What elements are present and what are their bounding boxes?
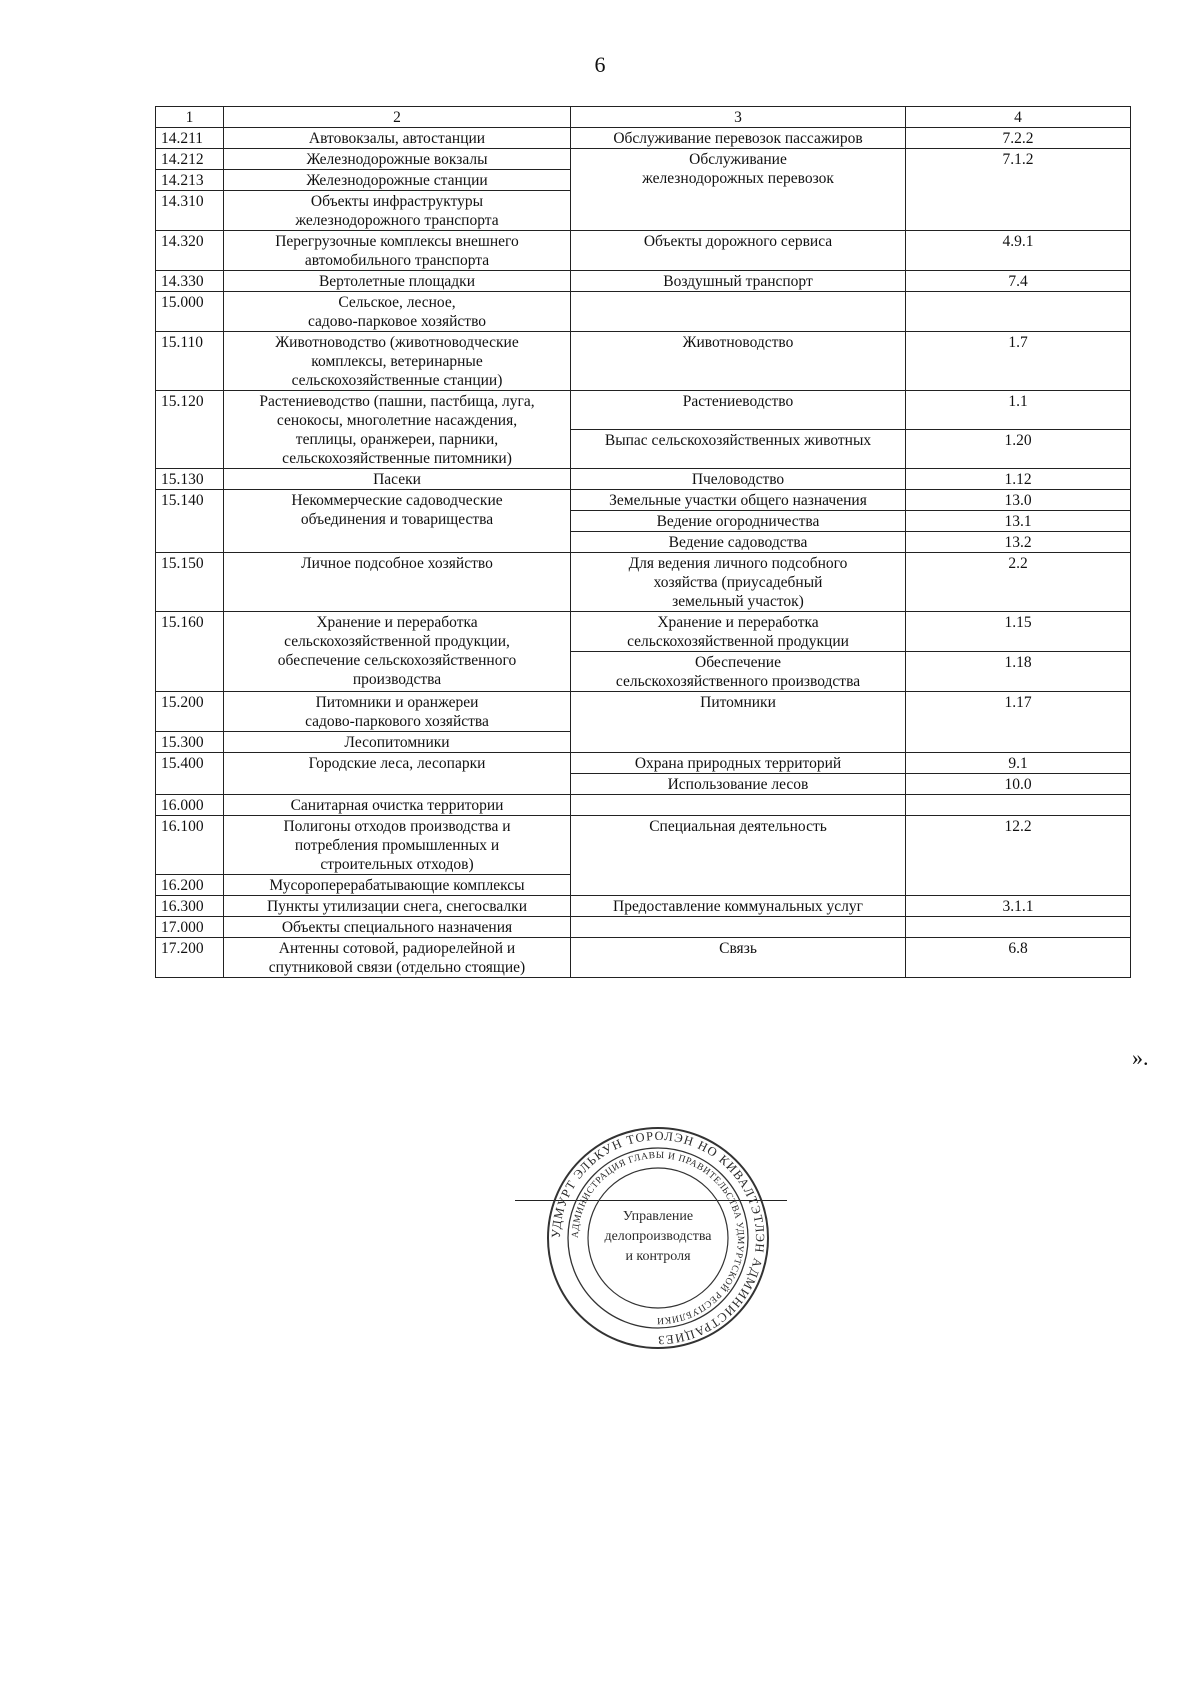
cell-text-line: 1.15 (1004, 614, 1032, 631)
table-cell (156, 292, 224, 332)
cell-text-line: 15.000 (161, 294, 204, 311)
cell-text-line: 2.2 (1008, 555, 1028, 572)
table-header-row (156, 107, 1131, 128)
cell-text-line: сельскохозяйственные станции) (291, 372, 503, 389)
cell-text-line: 14.310 (161, 193, 204, 210)
cell-text-line: Питомники (700, 694, 776, 711)
table-cell (156, 732, 224, 753)
table-cell (571, 816, 906, 896)
cell-text-line: железнодорожных перевозок (642, 170, 834, 187)
cell-text-line: Ведение огородничества (656, 513, 820, 530)
cell-text-line: Предоставление коммунальных услуг (613, 898, 863, 915)
table-cell (224, 938, 571, 978)
table-cell (906, 816, 1131, 896)
cell-text-line: Хранение и переработка (316, 614, 478, 631)
table-cell (571, 753, 906, 774)
land-use-table (155, 106, 1131, 978)
cell-text-line: Обеспечение (695, 654, 781, 671)
table-cell (906, 896, 1131, 917)
cell-text-line (911, 293, 1125, 312)
cell-text-line: спутниковой связи (отдельно стоящие) (268, 959, 526, 976)
table-cell (156, 391, 224, 469)
table-cell (906, 795, 1131, 816)
table-cell (156, 938, 224, 978)
table-cell (906, 553, 1131, 612)
cell-text-line: Растениеводство (682, 393, 794, 410)
cell-text-line: 1.1 (1008, 393, 1028, 410)
table-cell (571, 917, 906, 938)
table-row (156, 490, 1131, 511)
cell-text-line: 15.130 (161, 471, 204, 488)
cell-text-line: 1.12 (1004, 471, 1032, 488)
table-cell (224, 553, 571, 612)
cell-text-line: Воздушный транспорт (663, 273, 813, 290)
table-cell (571, 652, 906, 692)
cell-text-line: 14.330 (161, 273, 204, 290)
cell-text-line: Охрана природных территорий (634, 755, 842, 772)
cell-text-line: хозяйства (приусадебный (653, 574, 823, 591)
cell-text-line: Питомники и оранжереи (315, 694, 479, 711)
cell-text-line: 3.1.1 (1002, 898, 1034, 915)
table-cell (571, 938, 906, 978)
cell-text-line: Пункты утилизации снега, снегосвалки (266, 898, 527, 915)
cell-text-line: Некоммерческие садоводческие (291, 492, 503, 509)
table-cell (906, 532, 1131, 553)
cell-text-line: 15.110 (161, 334, 204, 351)
cell-text-line: Хранение и переработка (657, 614, 819, 631)
cell-text-line: Мусороперерабатывающие комплексы (269, 877, 525, 894)
table-row (156, 469, 1131, 490)
cell-text-line: 12.2 (1004, 818, 1032, 835)
table-cell (156, 816, 224, 875)
cell-text-line: 1.7 (1008, 334, 1028, 351)
table-cell (224, 490, 571, 553)
table-cell (156, 191, 224, 231)
stamp-inner-ring-text: АДМИНИСТРАЦИЯ ГЛАВЫ И ПРАВИТЕЛЬСТВА УДМУРТСКОЙ РЕСПУБЛИКИ (570, 1150, 746, 1326)
cell-text-line: потребления промышленных и (294, 837, 500, 854)
cell-text-line: объединения и товарищества (300, 511, 494, 528)
table-cell (224, 170, 571, 191)
cell-text-line: строительных отходов) (320, 856, 474, 873)
table-cell (571, 391, 906, 430)
table-cell (156, 753, 224, 795)
table-cell (906, 938, 1131, 978)
table-cell (224, 917, 571, 938)
table-cell (906, 231, 1131, 271)
cell-text-line: Городские леса, лесопарки (308, 755, 486, 772)
header-cell-col-2: 2 (224, 107, 571, 128)
cell-text-line: Для ведения личного подсобного (628, 555, 848, 572)
table-cell (906, 292, 1131, 332)
table-cell (571, 692, 906, 753)
table-row (156, 917, 1131, 938)
table-cell (156, 128, 224, 149)
cell-text-line: 6.8 (1008, 940, 1028, 957)
cell-text-line (576, 918, 900, 937)
table-cell (156, 149, 224, 170)
cell-text-line: Объекты инфраструктуры (310, 193, 484, 210)
cell-text-line: теплицы, оранжереи, парники, (295, 431, 499, 448)
cell-text-line: 14.211 (161, 130, 204, 147)
cell-text-line: 14.212 (161, 151, 204, 168)
table-cell (571, 271, 906, 292)
stamp-center-line-2: делопроизводства (604, 1229, 712, 1244)
cell-text-line: 4.9.1 (1002, 233, 1034, 250)
table-cell (156, 692, 224, 732)
cell-text-line: сельскохозяйственной продукции (627, 633, 849, 650)
table-cell (571, 532, 906, 553)
closing-quote: ». (1132, 1045, 1149, 1070)
table-cell (156, 875, 224, 896)
table-row (156, 816, 1131, 875)
table-cell (906, 490, 1131, 511)
cell-text-line: Объекты дорожного сервиса (643, 233, 833, 250)
table-cell (224, 128, 571, 149)
cell-text-line: 15.200 (161, 694, 204, 711)
table-cell (906, 332, 1131, 391)
table-cell (571, 490, 906, 511)
cell-text-line: 17.000 (161, 919, 204, 936)
cell-text-line: садово-паркового хозяйства (305, 713, 489, 730)
cell-text-line: сельскохозяйственные питомники) (282, 450, 512, 467)
cell-text-line: 1.17 (1004, 694, 1032, 711)
cell-text-line: комплексы, ветеринарные (311, 353, 483, 370)
cell-text-line: производства (352, 671, 442, 688)
table-cell (906, 469, 1131, 490)
cell-text-line: 9.1 (1008, 755, 1028, 772)
table-row (156, 271, 1131, 292)
header-cell-col-3: 3 (571, 107, 906, 128)
table-cell (906, 612, 1131, 652)
table-cell (571, 553, 906, 612)
cell-text-line: Использование лесов (667, 776, 809, 793)
table-cell (224, 816, 571, 875)
cell-text-line: 17.200 (161, 940, 204, 957)
table-body (156, 107, 1131, 978)
cell-text-line: 14.213 (161, 172, 204, 189)
table-cell (571, 612, 906, 652)
table-row (156, 231, 1131, 271)
cell-text-line: 16.300 (161, 898, 204, 915)
table-cell (156, 896, 224, 917)
table-cell (224, 875, 571, 896)
cell-text-line: железнодорожного транспорта (295, 212, 499, 229)
cell-text-line (576, 293, 900, 312)
table-cell (156, 469, 224, 490)
header-cell-col-1: 1 (156, 107, 224, 128)
table-cell (906, 774, 1131, 795)
cell-text-line (576, 796, 900, 815)
cell-text-line: Полигоны отходов производства и (283, 818, 511, 835)
stamp-center-line-3: и контроля (625, 1249, 691, 1264)
cell-text-line: 13.2 (1004, 534, 1032, 551)
cell-text-line: 1.20 (1004, 432, 1032, 449)
cell-text-line: 13.1 (1004, 513, 1032, 530)
table-row (156, 795, 1131, 816)
table-cell (571, 896, 906, 917)
cell-text-line: 15.400 (161, 755, 204, 772)
table-cell (906, 917, 1131, 938)
page-number: 6 (594, 52, 606, 77)
cell-text-line: 15.140 (161, 492, 204, 509)
cell-text-line: 14.320 (161, 233, 204, 250)
table-cell (224, 149, 571, 170)
cell-text-line: Животноводство (682, 334, 794, 351)
table-cell (571, 231, 906, 271)
table-cell (156, 917, 224, 938)
cell-text-line: Антенны сотовой, радиорелейной и (278, 940, 516, 957)
table-cell (906, 511, 1131, 532)
cell-text-line: 13.0 (1004, 492, 1032, 509)
table-cell (571, 332, 906, 391)
cell-text-line: Специальная деятельность (649, 818, 827, 835)
cell-text-line: Санитарная очистка территории (290, 797, 504, 814)
table-cell (571, 774, 906, 795)
table-row (156, 692, 1131, 732)
cell-text-line: Перегрузочные комплексы внешнего (275, 233, 519, 250)
stamp-center-line-1: Управление (622, 1209, 694, 1224)
table-cell (156, 795, 224, 816)
table-cell (224, 896, 571, 917)
table-cell (906, 149, 1131, 231)
cell-text-line: Железнодорожные станции (306, 172, 488, 189)
table-cell (224, 469, 571, 490)
cell-text-line: Ведение садоводства (668, 534, 808, 551)
table-cell (571, 128, 906, 149)
table-row (156, 149, 1131, 170)
cell-text-line (911, 796, 1125, 815)
cell-text-line: 1.18 (1004, 654, 1032, 671)
table-cell (156, 271, 224, 292)
official-round-stamp (544, 1124, 772, 1352)
table-cell (571, 430, 906, 469)
cell-text-line: 10.0 (1004, 776, 1032, 793)
table-row (156, 128, 1131, 149)
cell-text-line: Животноводство (животноводческие (275, 334, 519, 351)
cell-text-line: 16.200 (161, 877, 204, 894)
cell-text-line: сенокосы, многолетние насаждения, (276, 412, 518, 429)
cell-text-line: 15.120 (161, 393, 204, 410)
cell-text-line: Вертолетные площадки (318, 273, 476, 290)
cell-text-line: земельный участок) (672, 593, 804, 610)
table-cell (224, 391, 571, 469)
table-cell (224, 612, 571, 692)
cell-text-line: 7.4 (1008, 273, 1028, 290)
table-cell (571, 795, 906, 816)
cell-text-line: 7.2.2 (1002, 130, 1034, 147)
cell-text-line: Обслуживание (689, 151, 787, 168)
table-cell (224, 191, 571, 231)
table-cell (571, 469, 906, 490)
cell-text-line: садово-парковое хозяйство (307, 313, 487, 330)
cell-text-line: сельскохозяйственной продукции, (284, 633, 510, 650)
cell-text-line: Выпас сельскохозяйственных животных (604, 432, 872, 449)
table-row (156, 896, 1131, 917)
cell-text-line: Железнодорожные вокзалы (306, 151, 488, 168)
cell-text-line: сельскохозяйственного производства (615, 673, 861, 690)
cell-text-line: 15.150 (161, 555, 204, 572)
table-cell (571, 149, 906, 231)
table-cell (156, 553, 224, 612)
cell-text-line: обеспечение сельскохозяйственного (277, 652, 517, 669)
table-cell (906, 128, 1131, 149)
cell-text-line: Лесопитомники (344, 734, 450, 751)
cell-text-line: 16.000 (161, 797, 204, 814)
table-cell (906, 692, 1131, 753)
table-cell (224, 795, 571, 816)
table-row (156, 292, 1131, 332)
cell-text-line: 15.160 (161, 614, 204, 631)
cell-text-line (911, 918, 1125, 937)
table-cell (571, 292, 906, 332)
cell-text-line: 16.100 (161, 818, 204, 835)
cell-text-line: Автовокзалы, автостанции (308, 130, 486, 147)
table-cell (906, 391, 1131, 430)
table-cell (571, 511, 906, 532)
cell-text-line: 7.1.2 (1002, 151, 1034, 168)
table-cell (224, 231, 571, 271)
table-row (156, 753, 1131, 774)
table-cell (156, 612, 224, 692)
cell-text-line: Земельные участки общего назначения (609, 492, 867, 509)
table-row (156, 391, 1131, 430)
table-cell (224, 753, 571, 795)
table-row (156, 612, 1131, 652)
table-cell (156, 170, 224, 191)
table-cell (906, 271, 1131, 292)
table-cell (224, 732, 571, 753)
cell-text-line: 15.300 (161, 734, 204, 751)
table-cell (906, 430, 1131, 469)
cell-text-line: Объекты специального назначения (281, 919, 513, 936)
header-cell-col-4: 4 (906, 107, 1131, 128)
table-cell (906, 652, 1131, 692)
stamp-outer-ring-text: УДМУРТ ЭЛЬКУН ТОРОЛЭН НО КИВАЛТЭТЛЭН АДМИНИСТРАЦИЕЗ (548, 1128, 768, 1348)
table-row (156, 938, 1131, 978)
table-row (156, 332, 1131, 391)
cell-text-line: Сельское, лесное, (338, 294, 456, 311)
cell-text-line: Обслуживание перевозок пассажиров (613, 130, 863, 147)
table-cell (156, 332, 224, 391)
table-cell (906, 753, 1131, 774)
table-cell (224, 271, 571, 292)
table-row (156, 553, 1131, 612)
table-cell (156, 490, 224, 553)
table-cell (224, 692, 571, 732)
cell-text-line: Пчеловодство (691, 471, 785, 488)
table-cell (224, 332, 571, 391)
cell-text-line: Личное подсобное хозяйство (301, 555, 493, 572)
cell-text-line: автомобильного транспорта (304, 252, 490, 269)
table-cell (156, 231, 224, 271)
cell-text-line: Растениеводство (пашни, пастбища, луга, (259, 393, 535, 410)
cell-text-line: Пасеки (373, 471, 421, 488)
cell-text-line: Связь (719, 940, 757, 957)
table-cell (224, 292, 571, 332)
